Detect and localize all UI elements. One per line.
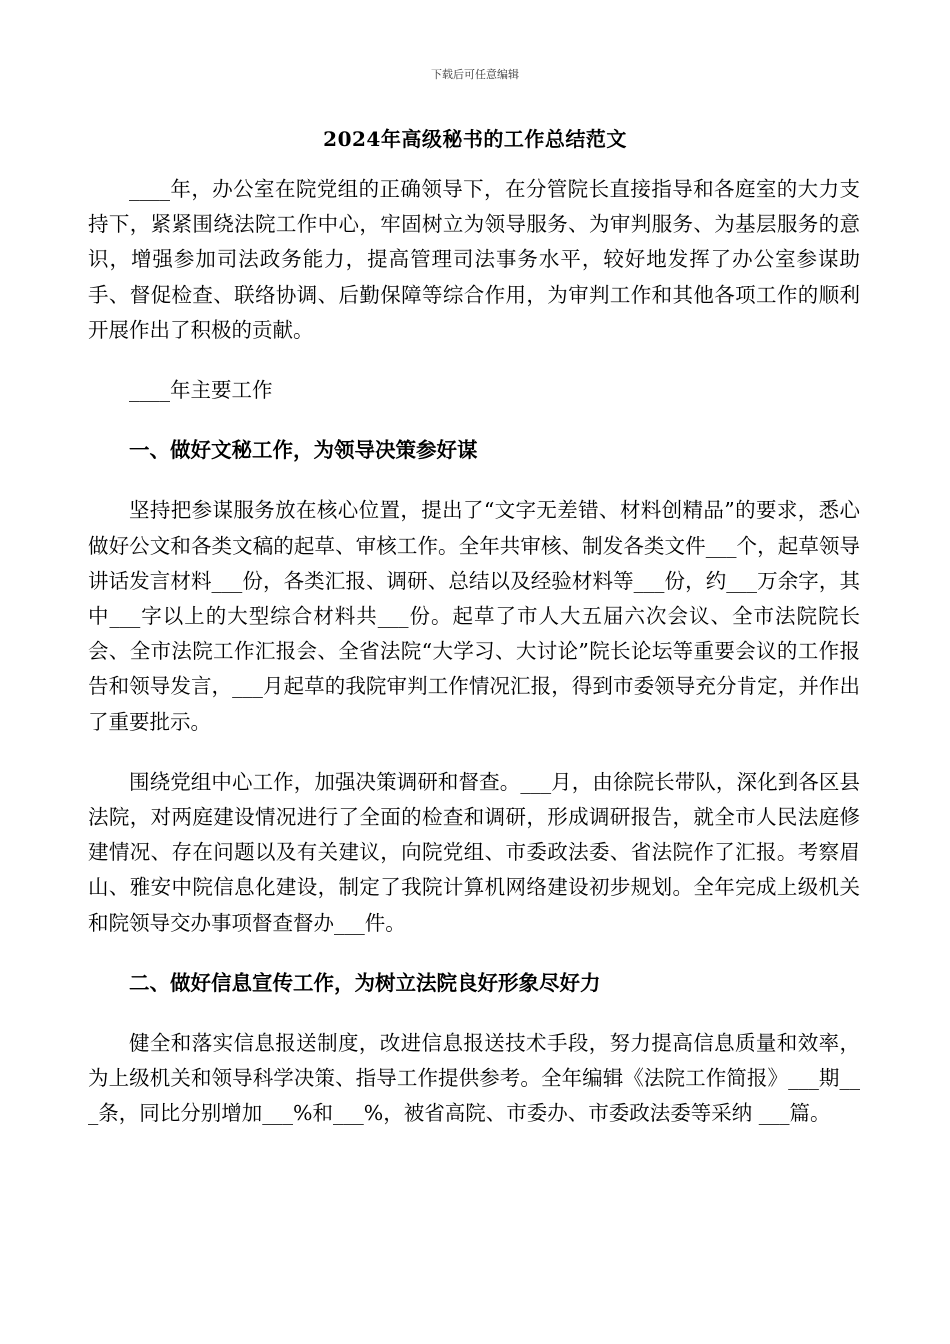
- section1-paragraph-1: 坚持把参谋服务放在核心位置，提出了“文字无差错、材料创精品”的要求，悉心做好公文和各类文稿的起草、审核工作。全年共审核、制发各类文件___个，起草领导讲话发言材料___份，各类汇报、调研、总结以及经验材料等___份，约___万余字，其中___字以上的大型综合材料共___份。起草了市人大五届六次会议、全市法院院长会、全市法院工作汇报会、全省法院“大学习、大讨论”院长论坛等重要会议的工作报告和领导发言，___月起草的我院审判工作情况汇报，得到市委领导充分肯定，并作出了重要批示。: [88, 498, 860, 734]
- intro-paragraph: ____年，办公室在院党组的正确领导下，在分管院长直接指导和各庭室的大力支持下，紧紧围绕法院工作中心，牢固树立为领导服务、为审判服务、为基层服务的意识，增强参加司法政务能力，提高管理司法事务水平，较好地发挥了办公室参谋助手、督促检查、联络协调、后勤保障等综合作用，为审判工作和其他各项工作的顺利开展作出了积极的贡献。: [88, 177, 860, 342]
- section1-paragraph-2: 围绕党组中心工作，加强决策调研和督查。___月，由徐院长带队，深化到各区县法院，对两庭建设情况进行了全面的检查和调研，形成调研报告，就全市人民法庭修建情况、存在问题以及有关建议，向院党组、市委政法委、省法院作了汇报。考察眉山、雅安中院信息化建设，制定了我院计算机网络建设初步规划。全年完成上级机关和院领导交办事项督查督办___件。: [88, 769, 860, 935]
- section2-paragraph-1: 健全和落实信息报送制度，改进信息报送技术手段，努力提高信息质量和效率，为上级机关和领导科学决策、指导工作提供参考。全年编辑《法院工作简报》___期___条，同比分别增加___%和___%，被省高院、市委办、市委政法委等采纳 ___篇。: [88, 1031, 860, 1126]
- document-title: 2024年高级秘书的工作总结范文: [323, 127, 627, 151]
- document-body: [88, 172, 860, 1157]
- main-work-label: ____年主要工作: [129, 378, 273, 403]
- page-header-note: 下载后可任意编辑: [431, 68, 519, 81]
- section-heading-2: 二、做好信息宣传工作，为树立法院良好形象尽好力: [129, 970, 601, 995]
- section-heading-1: 一、做好文秘工作，为领导决策参好谋: [129, 438, 478, 463]
